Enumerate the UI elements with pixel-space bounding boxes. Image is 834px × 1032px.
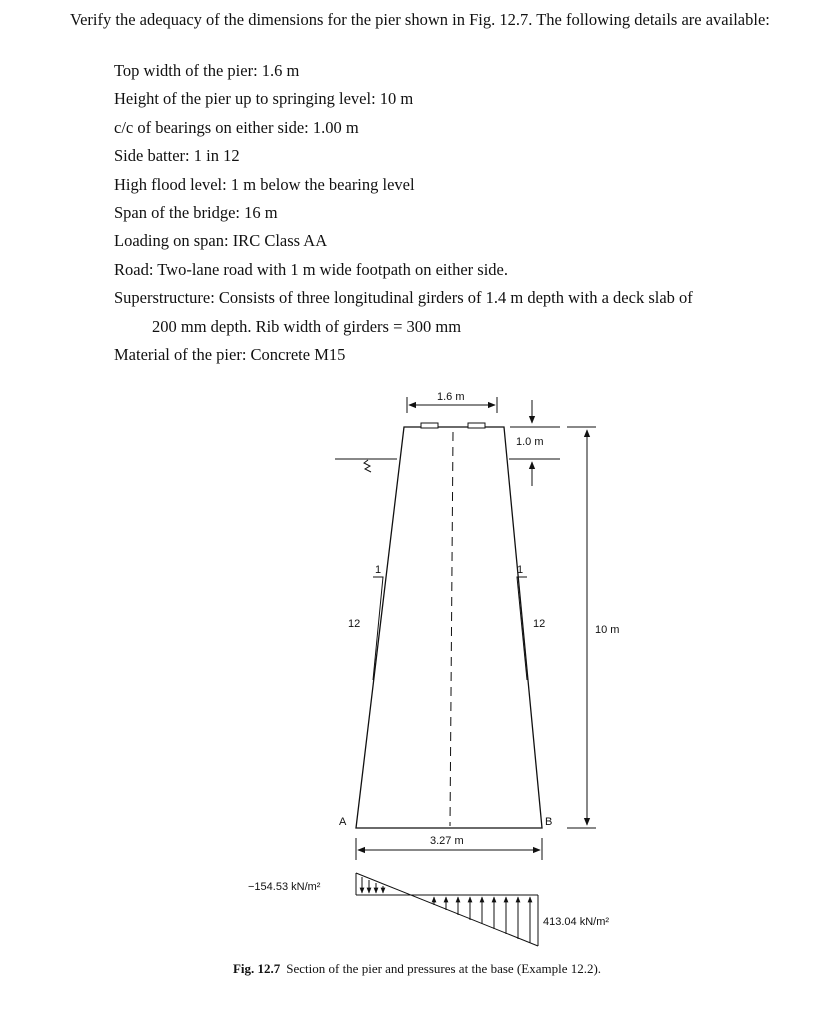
detail-bearing-spacing: c/c of bearings on either side: 1.00 m [114,117,359,137]
pier-outline [356,427,542,828]
detail-pier-height: Height of the pier up to springing level: 10 m [114,89,414,109]
detail-high-flood-level: High flood level: 1 m below the bearing level [114,174,415,194]
detail-side-batter: Side batter: 1 in 12 [114,146,240,166]
batter-rise-right: 1 [517,564,524,576]
detail-material: Material of the pier: Concrete M15 [114,345,346,365]
figure-caption [0,961,834,977]
batter-triangle-right [517,577,527,680]
problem-statement: Verify the adequacy of the dimensions for the pier shown in Fig. 12.7. The following details are available: [70,10,770,29]
superstructure-line-2: 200 mm depth. Rib width of girders = 300 mm [152,316,462,336]
water-level-symbol [364,460,371,472]
pressure-left-label: −154.53 kN/m² [248,881,321,893]
base-width-label: 3.27 m [430,835,464,847]
pressure-gradient-line [356,873,538,946]
pressure-right-label: 413.04 kN/m² [543,916,610,928]
detail-road: Road: Two-lane road with 1 m wide footpath on either side. [114,259,508,279]
batter-run-right: 12 [533,618,546,630]
corner-label-b: B [545,816,553,828]
bearing-left [421,423,438,428]
detail-loading: Loading on span: IRC Class AA [114,231,328,251]
superstructure-line-1: Superstructure: Consists of three longitudinal girders of 1.4 m depth with a deck slab of [114,288,693,308]
caption-text: Section of the pier and pressures at the base (Example 12.2). [286,961,602,976]
corner-label-a: A [339,816,347,828]
detail-span: Span of the bridge: 16 m [114,203,278,223]
batter-rise-left: 1 [375,564,382,576]
bearing-right [468,423,485,428]
batter-run-left: 12 [348,618,361,630]
detail-top-width: Top width of the pier: 1.6 m [114,61,300,80]
compression-arrows [434,897,530,943]
pier-centerline [450,432,453,826]
caption-label: Fig. 12.7 [232,961,281,976]
batter-triangle-left [373,577,383,680]
hfl-depth-label: 1.0 m [516,436,544,448]
top-width-label: 1.6 m [437,391,465,403]
height-label: 10 m [595,624,620,636]
